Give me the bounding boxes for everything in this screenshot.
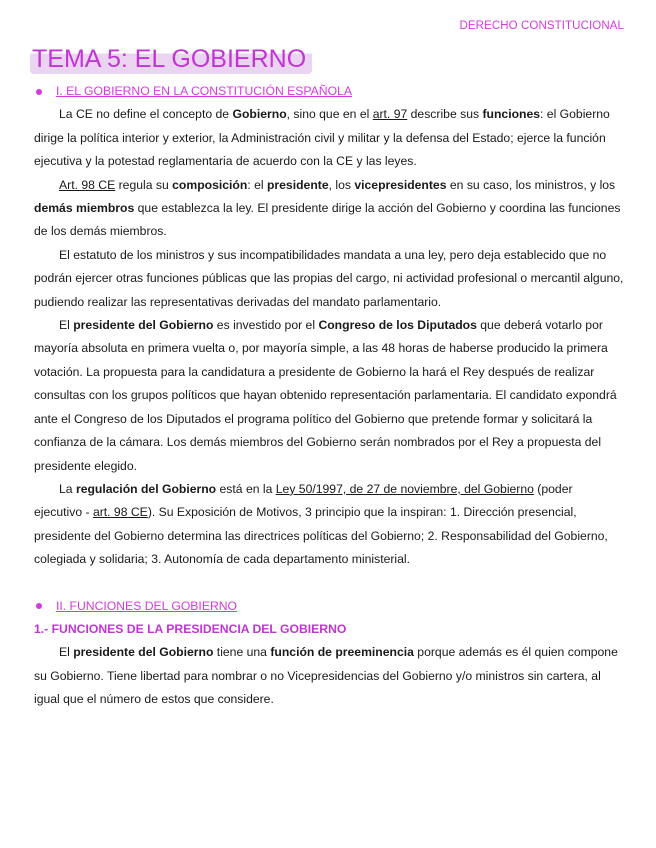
section-heading-text: II. FUNCIONES DEL GOBIERNO — [56, 598, 238, 613]
paragraph-regulation: La regulación del Gobierno está en la Ley 50/1997, de 27 de noviembre, del Gobierno (poder ejecutivo - art. 98 CE). Su Exposición de Motivos, 3 principio que la inspiran: 1. Dirección presencial, presidente del Gobierno determina las directrices políticas del Gobierno; 2. Responsabilidad del Gobierno, colegiada y solidaria; 3. Autonomía de cada departamento ministerial. — [34, 481, 608, 567]
paragraph-composition: Art. 98 CE regula su composición: el presidente, los vicepresidentes en su caso, los ministros, y los demás miembros que establezca la ley. El presidente dirige la acción del Gobierno y coordina las funciones de los demás miembros. — [34, 177, 621, 239]
course-header: DERECHO CONSTITUCIONAL — [459, 20, 624, 32]
law-reference: Ley 50/1997, de 27 de noviembre, del Gobierno — [275, 481, 534, 496]
article-reference: art. 97 — [372, 107, 408, 122]
bullet-icon — [36, 89, 42, 95]
article-reference: Art. 98 CE — [59, 177, 116, 192]
paragraph-presidency-functions: El presidente del Gobierno tiene una función de preeminencia porque además es él quien compone su Gobierno. Tiene libertad para nombrar o no Vicepresidencias del Gobierno y/o ministros sin cartera, al igual que el número de estos que considere. — [34, 645, 618, 707]
section-heading-2 — [34, 595, 624, 618]
section-heading-text: I. EL GOBIERNO EN LA CONSTITUCIÓN ESPAÑOLA — [56, 84, 352, 98]
subsection-heading: 1.- FUNCIONES DE LA PRESIDENCIA DEL GOBIERNO — [34, 621, 347, 636]
page-title: TEMA 5: EL GOBIERNO — [30, 44, 312, 74]
paragraph-definition: La CE no define el concepto de Gobierno, sino que en el art. 97 describe sus funciones: el Gobierno dirige la política interior y exterior, la Administración civil y militar y la defensa del Estado; ejerce la función ejecutiva y la potestad reglamentaria de acuerdo con la CE y las leyes. — [34, 107, 610, 169]
paragraph-ministers-statute: El estatuto de los ministros y sus incompatibilidades mandata a una ley, pero deja establecido que no podrán ejercer otras funciones públicas que las propias del cargo, ni actividad profesional o mercantil alguno, pudiendo realizar las representativas derivadas del mandato parlamentario. — [34, 247, 624, 309]
paragraph-investiture: El presidente del Gobierno es investido por el Congreso de los Diputados que deberá votarlo por mayoría absoluta en primera vuelta o, por mayoría simple, a las 48 horas de haberse producido la primera votación. La propuesta para la candidatura a presidente de Gobierno la hará el Rey después de realizar consultas con los grupos políticos que hayan obtenido representación parlamentaria. El candidato expondrá ante el Congreso de los Diputados el programa político del Gobierno que pretende formar y solicitará la confianza de la cámara. Los demás miembros del Gobierno serán nombrados por el Rey a propuesta del presidente elegido. — [34, 318, 617, 473]
document-body — [34, 80, 624, 712]
spacer — [34, 572, 624, 595]
article-reference: art. 98 CE — [92, 505, 148, 520]
section-heading-1 — [34, 80, 624, 103]
bullet-icon — [36, 603, 42, 609]
